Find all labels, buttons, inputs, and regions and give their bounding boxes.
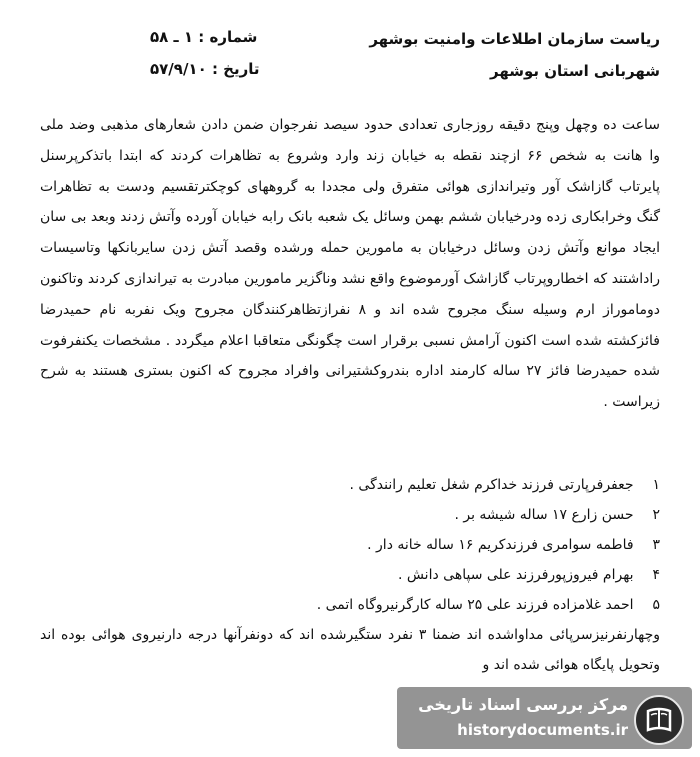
header-org-name: ریاست سازمان اطلاعات وامنیت بوشهر: [369, 30, 660, 48]
list-item-number: ۳: [652, 537, 660, 553]
list-item-text: بهرام فیروزپورفرزند علی سپاهی دانش .: [397, 567, 634, 583]
list-item: [40, 560, 660, 590]
report-paragraph: ساعت ده وچهل وپنج دقیقه روزجاری تعدادی حدود سیصد نفرجوان ضمن دادن شعارهای مذهبی وضد ملی وا هانت به شخص ۶۶ ازچند نقطه به خیابان زند وارد وشروع به تظاهرات کردند که ابتدا باتذکرپرسنل پایرتاب گازاشک آور وتیراندازی هوائی متفرق ولی مجددا به گروههای کوچکترتقسیم ودست به تظاهرات گنگ وخرابکاری زده ودرخیابان ششم بهمن وسائل یک شعبه بانک رابه خیابان آورده وآتش زدند وبعد بی سان ایجاد موانع وآتش زدن وسائل درخیابان به مامورین حمله ورشده وقصد آتش زدن سایربانکها وتاسیسات راداشتند که اخطاروپرتاب گازاشک آورموضوع واقع نشد وناگزیر مامورین مبادرت به تیراندازی کردند وتاکنون دوماموراز ارم وسیله سنگ مجروح شده اند و ۸ نفرازتظاهرکنندگان مجروح ویک نفربه نام حمیدرضا فائزکشته شده است اکنون آرامش نسبی برقرار است چگونگی متعاقبا اعلام میگردد . مشخصات یکنفرفوت شده حمیدرضا فائز ۲۷ ساله کارمند اداره بندروکشتیرانی وافراد مجروح که اکنون بستری هستند به شرح زیراست .: [40, 117, 660, 411]
watermark-url[interactable]: historydocuments.ir: [457, 721, 628, 739]
watermark-title: مرکز بررسی اسناد تاریخی: [418, 695, 628, 714]
header-date: تاریخ : ۵۷/۹/۱۰: [150, 60, 260, 78]
list-item: [40, 590, 660, 620]
book-logo-icon: [634, 695, 684, 745]
list-item-text: احمد غلامزاده فرزند علی ۲۵ ساله کارگرنیروگاه اتمی .: [316, 597, 634, 613]
list-item-text: جعفرفرپارتی فرزند خداکرم شغل تعلیم رانندگی .: [349, 477, 634, 493]
list-item-number: ۱: [652, 477, 660, 493]
list-item: [40, 500, 660, 530]
list-item-text: حسن زارع ۱۷ ساله شیشه بر .: [454, 507, 634, 523]
list-item-number: ۵: [652, 597, 660, 613]
list-item: [40, 530, 660, 560]
list-item-text: فاطمه سوامری فرزندکریم ۱۶ ساله خانه دار .: [367, 537, 634, 553]
closing-paragraph: وچهارنفرنیزسرپائی مداواشده اند ضمنا ۳ نفرد ستگیرشده اند که دونفرآنها درجه دارنیروی هوائی بوده اند وتحویل پایگاه هوائی شده اند و: [40, 627, 660, 673]
injured-list: [40, 470, 660, 620]
report-body: [40, 110, 660, 418]
list-item-number: ۲: [652, 507, 660, 523]
watermark-banner: [397, 687, 692, 749]
list-item: [40, 470, 660, 500]
header-department: شهربانی استان بوشهر: [490, 62, 660, 80]
list-item-number: ۴: [652, 567, 660, 583]
header-number: شماره : ۱ ـ ۵۸: [150, 28, 258, 46]
